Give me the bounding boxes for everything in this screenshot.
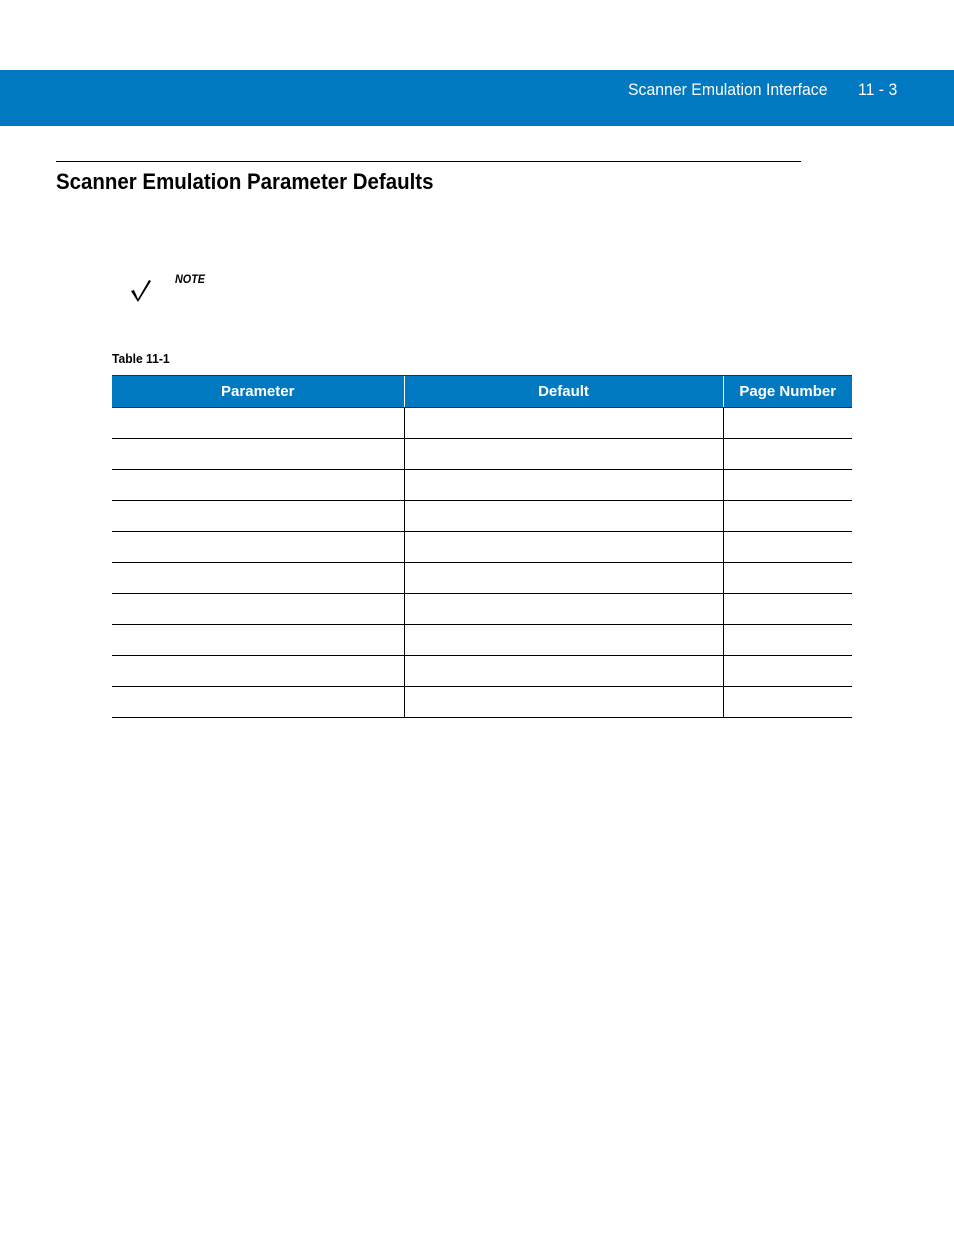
checkmark-icon (130, 279, 152, 303)
table-row (112, 439, 852, 470)
table-cell-parameter (112, 625, 404, 656)
table-cell-parameter (112, 470, 404, 501)
table-header-row (112, 376, 852, 408)
table-row (112, 625, 852, 656)
table-cell-default (404, 563, 723, 594)
table-row (112, 563, 852, 594)
table-row (112, 501, 852, 532)
table-row (112, 470, 852, 501)
section-title-rule (56, 161, 801, 162)
table-cell-parameter (112, 532, 404, 563)
table-row (112, 408, 852, 439)
table-row (112, 594, 852, 625)
table-cell-default (404, 470, 723, 501)
table-cell-default (404, 532, 723, 563)
table-cell-parameter (112, 594, 404, 625)
section-title: Scanner Emulation Parameter Defaults (56, 169, 434, 194)
column-header-default: Default (404, 376, 723, 408)
table-cell-page-number (723, 501, 852, 532)
table-cell-default (404, 408, 723, 439)
table-cell-parameter (112, 656, 404, 687)
table-cell-default (404, 687, 723, 718)
table-row (112, 687, 852, 718)
table-cell-page-number (723, 532, 852, 563)
table-cell-page-number (723, 594, 852, 625)
table-cell-page-number (723, 470, 852, 501)
column-header-parameter: Parameter (112, 376, 404, 408)
table-cell-default (404, 625, 723, 656)
table-cell-page-number (723, 439, 852, 470)
table-cell-default (404, 501, 723, 532)
table-cell-default (404, 439, 723, 470)
running-header-chapter-title: Scanner Emulation Interface (628, 80, 828, 99)
running-header-page-number: 11 - 3 (858, 80, 898, 99)
table-row (112, 532, 852, 563)
table-cell-page-number (723, 563, 852, 594)
table-cell-page-number (723, 408, 852, 439)
table-cell-parameter (112, 687, 404, 718)
table-cell-page-number (723, 625, 852, 656)
table-row (112, 656, 852, 687)
table-cell-parameter (112, 408, 404, 439)
table-cell-default (404, 656, 723, 687)
table-cell-parameter (112, 563, 404, 594)
note-label: NOTE (175, 272, 206, 286)
table-cell-page-number (723, 687, 852, 718)
table-cell-parameter (112, 501, 404, 532)
table-cell-default (404, 594, 723, 625)
parameter-defaults-table (112, 375, 852, 718)
table-cell-parameter (112, 439, 404, 470)
table-caption: Table 11-1 (112, 351, 170, 366)
column-header-page-number: Page Number (723, 376, 852, 408)
table-cell-page-number (723, 656, 852, 687)
